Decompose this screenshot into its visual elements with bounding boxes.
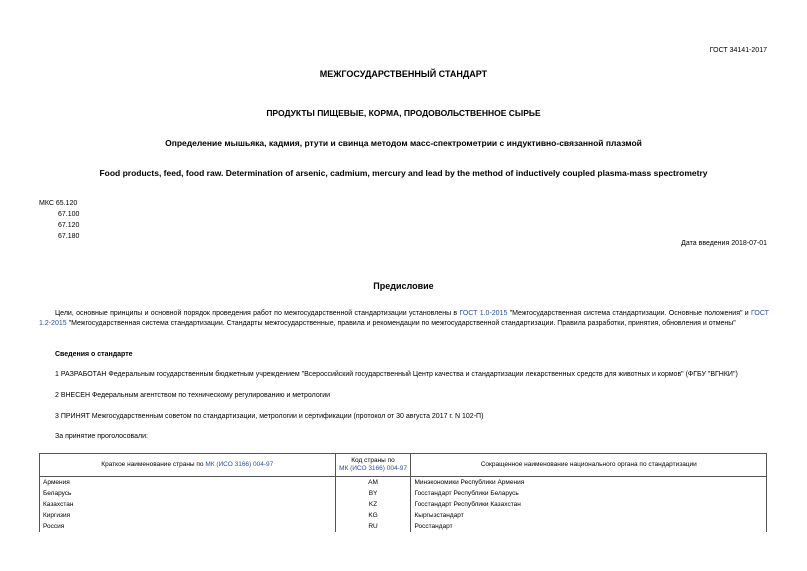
foreword-title: Предисловие: [373, 281, 434, 291]
gost-1-0-link[interactable]: ГОСТ 1.0-2015: [459, 310, 508, 317]
table-row: [40, 510, 767, 521]
table-row: [40, 477, 767, 489]
item-developed: 1 РАЗРАБОТАН Федеральным государственным бюджетным учреждением "Всероссийский государственный Центр качества и стандартизации лекарственных средств для животных и кормов" (ФГБУ "ВГНКИ"): [55, 371, 738, 378]
foreword-paragraph: [39, 309, 769, 329]
foreword-text: "Межгосударственная система стандартизации. Стандарты межгосударственные, правила и рекомендации по межгосударственной стандартизации. Правила разработки, принятия, обновления и отмены": [66, 320, 736, 327]
code-cell: KZ: [335, 499, 411, 510]
table-header-row: [40, 454, 767, 477]
standard-header: МЕЖГОСУДАРСТВЕННЫЙ СТАНДАРТ: [319, 69, 488, 79]
body-cell: Госстандарт Республики Казахстан: [411, 499, 767, 510]
item-introduced: 2 ВНЕСЕН Федеральным агентством по техническому регулированию и метрологии: [55, 392, 331, 399]
table-row: [40, 499, 767, 510]
standard-subtitle-ru: Определение мышьяка, кадмия, ртути и свинца методом масс-спектрометрии с индуктивно-связанной плазмой: [165, 138, 642, 148]
mks-code: МКС 65.120: [39, 200, 78, 207]
code-cell: AM: [335, 477, 411, 489]
standard-title: ПРОДУКТЫ ПИЩЕВЫЕ, КОРМА, ПРОДОВОЛЬСТВЕННОЕ СЫРЬЕ: [266, 108, 541, 118]
voted-label: За принятие проголосовали:: [55, 433, 148, 440]
mk-iso-link[interactable]: МК (ИСО 3166) 004-97: [205, 461, 274, 468]
mks-code: 67.100: [58, 211, 80, 218]
code-cell: KG: [335, 510, 411, 521]
standard-subtitle-en: Food products, feed, food raw. Determination of arsenic, cadmium, mercury and lead by the method of inductively coupled plasma-mass spectrometry: [99, 168, 708, 178]
body-cell: Росстандарт: [411, 521, 767, 532]
voting-states-table: [39, 453, 767, 532]
column-header-code: [335, 454, 411, 477]
mks-codes: [39, 198, 79, 242]
country-cell: Армения: [40, 477, 336, 489]
column-header-country: [40, 454, 336, 477]
table-row: [40, 488, 767, 499]
mks-code: 67.120: [58, 222, 80, 229]
mk-iso-link[interactable]: МК (ИСО 3166) 004-97: [339, 465, 407, 472]
country-cell: Россия: [40, 521, 336, 532]
column-header-body: Сокращенное наименование национального органа по стандартизации: [411, 454, 767, 477]
column-header-text: Краткое наименование страны по: [101, 461, 206, 468]
code-cell: BY: [335, 488, 411, 499]
body-cell: Минэкономики Республики Армения: [411, 477, 767, 489]
body-cell: Кыргызстандарт: [411, 510, 767, 521]
code-cell: RU: [335, 521, 411, 532]
foreword-text: Цели, основные принципы и основной порядок проведения работ по межгосударственной стандартизации установлены в: [55, 310, 460, 317]
mks-code: 67.180: [58, 233, 80, 240]
table-row: [40, 521, 767, 532]
column-header-text: Код страны по: [351, 457, 395, 464]
foreword-text: "Межгосударственная система стандартизации. Основные положения" и: [507, 310, 752, 317]
gost-1-2-link[interactable]: ГОСТ 1.2-2015: [39, 310, 769, 327]
introduction-date: Дата введения 2018-07-01: [681, 240, 767, 247]
document-id: ГОСТ 34141-2017: [709, 47, 767, 54]
country-cell: Беларусь: [40, 488, 336, 499]
standard-info-title: Сведения о стандарте: [55, 351, 133, 358]
body-cell: Госстандарт Республики Беларусь: [411, 488, 767, 499]
country-cell: Казахстан: [40, 499, 336, 510]
item-adopted: 3 ПРИНЯТ Межгосударственным советом по стандартизации, метрологии и сертификации (протокол от 30 августа 2017 г. N 102-П): [55, 413, 484, 420]
country-cell: Киргизия: [40, 510, 336, 521]
